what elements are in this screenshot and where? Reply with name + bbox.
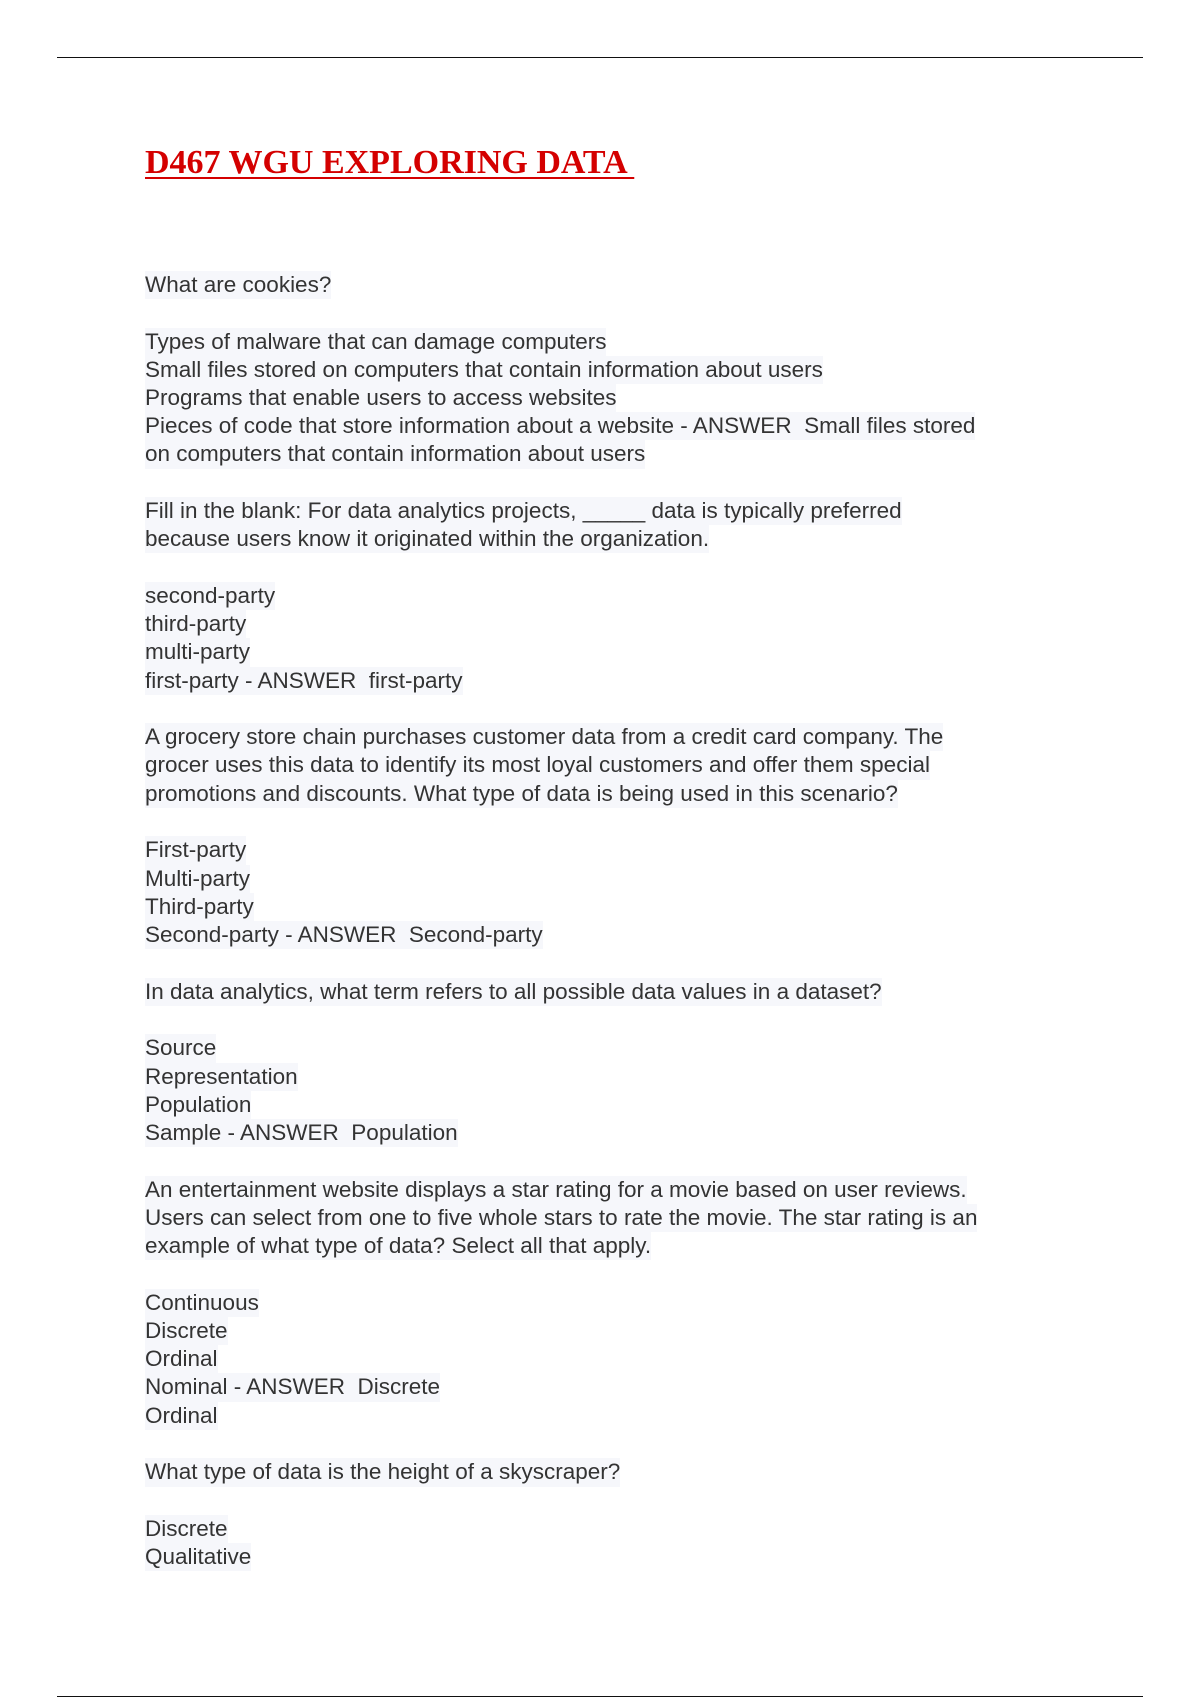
option-line: Continuous	[145, 1289, 259, 1317]
option-line: multi-party	[145, 638, 250, 666]
option-line: Discrete	[145, 1515, 228, 1543]
option-line: Representation	[145, 1063, 298, 1091]
question-line: Users can select from one to five whole stars to rate the movie. The star rating is an	[145, 1204, 977, 1232]
header-rule	[57, 57, 1143, 58]
document-body	[145, 143, 1065, 1600]
question-text	[145, 723, 1065, 808]
option-line: Programs that enable users to access websites	[145, 384, 616, 412]
question-text	[145, 978, 1065, 1006]
document-title: D467 WGU EXPLORING DATA	[145, 144, 635, 181]
question-line: A grocery store chain purchases customer data from a credit card company. The	[145, 723, 943, 751]
option-line: on computers that contain information about users	[145, 440, 645, 468]
option-line: Third-party	[145, 893, 254, 921]
answer-options	[145, 1515, 1065, 1571]
question-list	[145, 271, 1065, 1572]
question-line: What type of data is the height of a skyscraper?	[145, 1458, 620, 1486]
option-line: Discrete	[145, 1317, 228, 1345]
question-text	[145, 271, 1065, 299]
question-line: What are cookies?	[145, 271, 331, 299]
question-line: Fill in the blank: For data analytics projects, _____ data is typically preferred	[145, 497, 902, 525]
option-line: second-party	[145, 582, 275, 610]
option-line: Ordinal	[145, 1402, 218, 1430]
answer-options	[145, 836, 1065, 949]
question-line: promotions and discounts. What type of data is being used in this scenario?	[145, 780, 898, 808]
footer-rule	[57, 1696, 1143, 1697]
question-line: grocer uses this data to identify its most loyal customers and offer them special	[145, 751, 930, 779]
option-line: First-party	[145, 836, 246, 864]
option-line: Types of malware that can damage computers	[145, 328, 606, 356]
option-line: first-party - ANSWER first-party	[145, 667, 463, 695]
option-line: Ordinal	[145, 1345, 218, 1373]
option-line: Pieces of code that store information about a website - ANSWER Small files stored	[145, 412, 975, 440]
option-line: Nominal - ANSWER Discrete	[145, 1373, 440, 1401]
question-text	[145, 497, 1065, 553]
question-line: In data analytics, what term refers to all possible data values in a dataset?	[145, 978, 882, 1006]
option-line: Second-party - ANSWER Second-party	[145, 921, 543, 949]
answer-options	[145, 328, 1065, 469]
option-line: third-party	[145, 610, 246, 638]
answer-options	[145, 1289, 1065, 1430]
option-line: Multi-party	[145, 865, 250, 893]
question-line: because users know it originated within the organization.	[145, 525, 709, 553]
option-line: Qualitative	[145, 1543, 251, 1571]
option-line: Population	[145, 1091, 251, 1119]
question-line: An entertainment website displays a star rating for a movie based on user reviews.	[145, 1176, 967, 1204]
question-text	[145, 1458, 1065, 1486]
question-line: example of what type of data? Select all that apply.	[145, 1232, 651, 1260]
option-line: Sample - ANSWER Population	[145, 1119, 458, 1147]
answer-options	[145, 1034, 1065, 1147]
option-line: Small files stored on computers that contain information about users	[145, 356, 823, 384]
question-text	[145, 1176, 1065, 1261]
answer-options	[145, 582, 1065, 695]
option-line: Source	[145, 1034, 216, 1062]
